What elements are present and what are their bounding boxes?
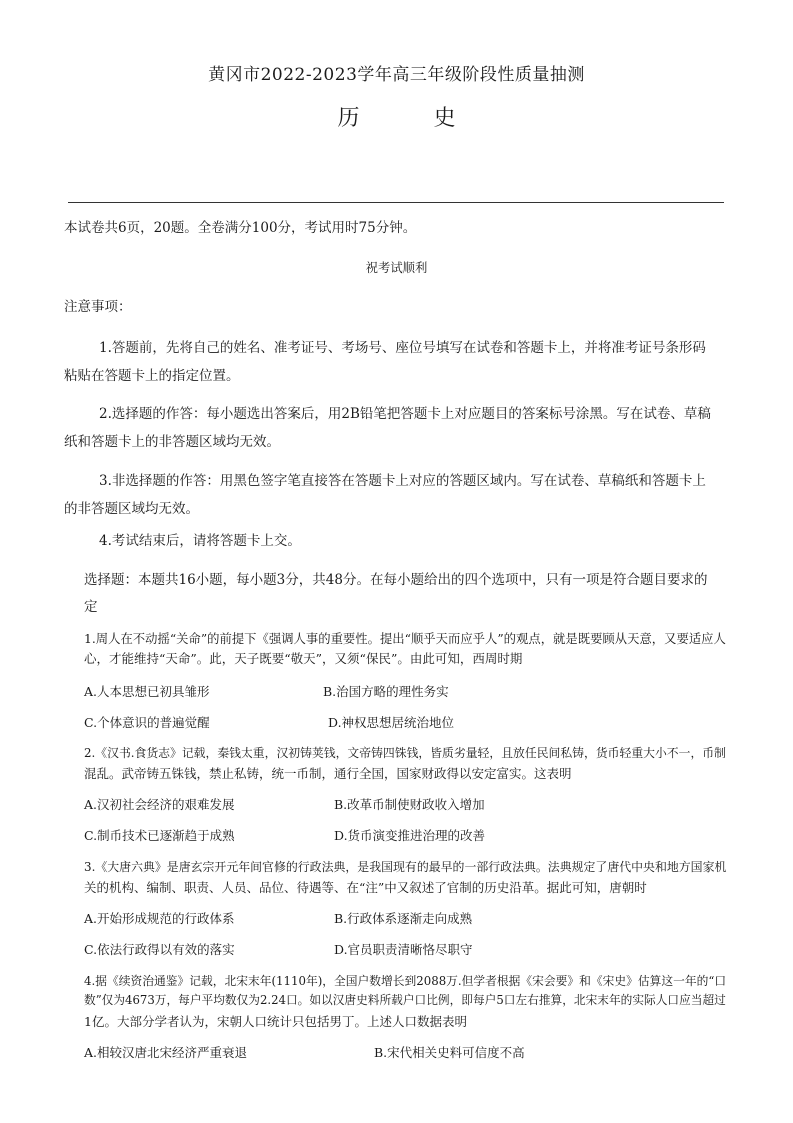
note-2-line-1: 2.选择题的作答：每小题选出答案后，用2B铅笔把答题卡上对应题目的答案标号涂黑。写在试卷、草稿 [99, 406, 711, 422]
section-instructions-line-2: 定 [84, 599, 98, 615]
question-2-stem-line-2: 混乱。武帝铸五铢钱，禁止私铸，统一币制，通行全国，国家财政得以安定富实。这表明 [84, 766, 572, 781]
note-1-line-1: 1.答题前，先将自己的姓名、准考证号、考场号、座位号填写在试卷和答题卡上，并将准考证号条形码 [99, 340, 706, 356]
question-3-stem-line-2: 关的机构、编制、职责、人员、品位、待遇等、在“注”中又叙述了官制的历史沿革。据此可知，唐朝时 [84, 880, 647, 895]
question-1-option-d: D.神权思想居统治地位 [328, 715, 455, 730]
subject-title: 历史 [337, 106, 530, 131]
question-2-option-b: B.改革币制使财政收入增加 [334, 797, 485, 812]
note-2-line-2: 纸和答题卡上的非答题区域均无效。 [64, 434, 280, 450]
note-3-line-1: 3.非选择题的作答：用黑色签字笔直接答在答题卡上对应的答题区域内。写在试卷、草稿纸和答题卡上 [99, 473, 706, 489]
note-4-line-1: 4.考试结束后，请将答题卡上交。 [99, 533, 301, 549]
question-4-option-a: A.相较汉唐北宋经济严重衰退 [84, 1045, 248, 1060]
question-1-option-b: B.治国方略的理性务实 [323, 684, 449, 699]
question-2-option-a: A.汉初社会经济的艰难发展 [84, 797, 235, 812]
good-luck-text: 祝考试顺利 [365, 261, 428, 275]
question-1-option-a: A.人本思想已初具雏形 [84, 684, 210, 699]
exam-info-line: 本试卷共6页，20题。全卷满分100分，考试用时75分钟。 [64, 220, 417, 236]
question-3-option-a: A.开始形成规范的行政体系 [84, 911, 235, 926]
header-divider [68, 202, 724, 203]
question-4-stem-line-1: 4.据《续资治通鉴》记载，北宋末年(1110年)，全国户数增长到2088万.但学者根据《宋会要》和《宋史》估算这一年的“口 [84, 974, 727, 988]
question-3-stem-line-1: 3.《大唐六典》是唐玄宗开元年间官修的行政法典，是我国现有的最早的一部行政法典。法典规定了唐代中央和地方国家机 [84, 860, 727, 874]
question-2-option-c: C.制币技术已逐渐趋于成熟 [84, 828, 235, 843]
question-3-option-c: C.依法行政得以有效的落实 [84, 942, 235, 957]
notes-heading: 注意事项： [64, 299, 132, 315]
question-1-stem-line-2: 心，才能维持“天命”。此，天子既要“敬天”，又须“保民”。由此可知，西周时期 [84, 651, 523, 666]
section-instructions-line-1: 选择题：本题共16小题，每小题3分，共48分。在每小题给出的四个选项中，只有一项是符合题目要求的 [84, 572, 708, 588]
question-4-option-b: B.宋代相关史料可信度不高 [374, 1045, 525, 1060]
question-3-option-d: D.官员职责清晰恪尽职守 [334, 942, 473, 957]
question-4-stem-line-3: 1亿。大部分学者认为，宋朝人口统计只包括男丁。上述人口数据表明 [84, 1014, 467, 1029]
question-3-option-b: B.行政体系逐渐走向成熟 [334, 911, 473, 926]
exam-title: 黄冈市2022-2023学年高三年级阶段性质量抽测 [208, 65, 585, 85]
question-2-option-d: D.货币演变推进治理的改善 [334, 828, 486, 843]
question-4-stem-line-2: 数”仅为4673万，每户平均数仅为2.24口。如以汉唐史料所载户口比例，即每户5口左右推算，北宋末年的实际人口应当超过 [84, 993, 726, 1007]
question-1-option-c: C.个体意识的普遍觉醒 [84, 715, 210, 730]
question-2-stem-line-1: 2.《汉书.食货志》记载，秦钱太重，汉初铸荚钱，文帝铸四铢钱，皆质劣量轻，且放任民间私铸，货币轻重大小不一，币制 [84, 746, 726, 760]
note-3-line-2: 的非答题区域均无效。 [64, 501, 199, 517]
note-1-line-2: 粘贴在答题卡上的指定位置。 [64, 368, 240, 384]
question-1-stem-line-1: 1.周人在不动摇“关命”的前提下《强调人事的重要性。提出“顺乎天而应乎人”的观点，就是既要顾从天意，又要适应人 [84, 632, 726, 646]
